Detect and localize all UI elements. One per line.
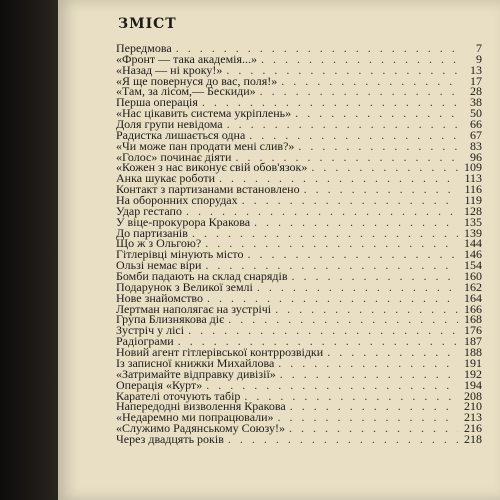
toc-entry <box>116 431 482 446</box>
toc-leader-dots <box>290 401 458 412</box>
toc-entry-page: 38 <box>470 95 482 110</box>
toc-leader-dots <box>275 304 458 315</box>
toc-leader-dots <box>227 119 458 130</box>
toc-entry-title: Карателі оточують табір <box>116 388 241 403</box>
toc-leader-dots <box>278 412 458 423</box>
toc-leader-dots <box>261 54 458 65</box>
toc-entry-title: До партизанів <box>116 225 188 240</box>
toc-entry-page: 28 <box>470 84 482 99</box>
toc-entry-title: «Назад — ні кроку!» <box>116 62 223 77</box>
toc-entry-page: 83 <box>470 138 482 153</box>
toc-entry-title: Через двадцять років <box>116 431 224 446</box>
toc-entry-page: 194 <box>464 377 482 392</box>
toc-entry-page: 17 <box>470 73 482 88</box>
page-title: ЗМІСТ <box>118 16 177 32</box>
toc-entry-title: Анка шукає роботи <box>116 171 216 186</box>
toc-entry-title: Із записної книжки Михайлова <box>116 355 275 370</box>
toc-entry-page: 50 <box>470 106 482 121</box>
toc-entry-title: Бомби падають на склад снарядів <box>116 269 288 284</box>
toc-entry-page: 154 <box>464 258 482 273</box>
toc-entry-title: Радіограми <box>116 334 174 349</box>
toc-entry-page: 216 <box>464 421 482 436</box>
toc-entry-page: 164 <box>464 290 482 305</box>
toc-entry-title: «Кожен з нас виконує свій обов'язок» <box>116 160 308 175</box>
toc-entry-page: 109 <box>464 160 482 175</box>
toc-entry-page: 210 <box>464 399 482 414</box>
toc-entry-page: 208 <box>464 388 482 403</box>
toc-entry-page: 119 <box>464 193 482 208</box>
toc-entry-page: 218 <box>464 431 482 446</box>
toc-entry-page: 191 <box>464 355 482 370</box>
toc-entry-page: 144 <box>464 236 482 251</box>
toc-entry-title: Ользі немає віри <box>116 258 202 273</box>
toc-leader-dots <box>188 325 458 336</box>
toc-entry-page: 128 <box>464 203 482 218</box>
toc-leader-dots <box>292 271 458 282</box>
toc-entry-title: Операція «Курт» <box>116 377 203 392</box>
toc-entry-page: 139 <box>464 225 482 240</box>
toc-entry-page: 13 <box>470 62 482 77</box>
toc-leader-dots <box>206 380 458 391</box>
toc-entry-title: На оборонних спорудах <box>116 193 238 208</box>
toc-entry-title: Радистка лишається одна <box>116 127 246 142</box>
toc-leader-dots <box>278 358 458 369</box>
toc-entry-page: 9 <box>476 51 482 66</box>
toc-leader-dots <box>260 86 458 97</box>
toc-entry-page: 188 <box>464 345 482 360</box>
toc-entry-title: «Фронт — така академія...» <box>116 51 258 66</box>
toc-leader-dots <box>311 162 458 173</box>
toc-entry-page: 168 <box>464 312 482 327</box>
toc-entry-title: Контакт з партизанами встановлено <box>116 182 300 197</box>
toc-entry-title: «Голос» починає діяти <box>116 149 232 164</box>
toc-entry-page: 146 <box>464 247 482 262</box>
toc-entry-title: Зустріч у лісі <box>116 323 185 338</box>
toc-entry-page: 213 <box>464 410 482 425</box>
toc-leader-dots <box>304 184 458 195</box>
toc-entry-title: Група Близнякова діє <box>116 312 225 327</box>
toc-entry-title: Лертман наполягає на зустрічі <box>116 301 272 316</box>
toc-entry-title: «Затримайте відправку дивізії» <box>116 366 276 381</box>
toc-leader-dots <box>281 76 458 87</box>
toc-leader-dots <box>257 282 458 293</box>
toc-leader-dots <box>289 423 458 434</box>
toc-entry-title: Доля групи невідома <box>116 117 223 132</box>
toc-entry-title: Новий агент гітлерівської контррозвідки <box>116 345 324 360</box>
toc-leader-dots <box>228 434 458 445</box>
toc-entry-page: 176 <box>464 323 482 338</box>
toc-entry-page: 162 <box>464 279 482 294</box>
table-of-contents <box>116 43 482 445</box>
toc-entry-title: Передмова <box>116 41 172 55</box>
toc-entry-title: «Я ще повернуся до вас, поля!» <box>116 73 278 88</box>
toc-leader-dots <box>242 195 458 206</box>
toc-entry-title: Перша операція <box>116 95 198 110</box>
toc-entry-page: 160 <box>464 269 482 284</box>
toc-entry-title: У віце-прокурора Кракова <box>116 214 251 229</box>
toc-leader-dots <box>295 108 458 119</box>
toc-entry-title: Напередодні визволення Кракова <box>116 399 286 414</box>
toc-leader-dots <box>248 249 459 260</box>
toc-entry-page: 116 <box>464 182 482 197</box>
toc-entry-title: Гітлерівці мінують місто <box>116 247 244 262</box>
toc-entry-page: 166 <box>464 301 482 316</box>
toc-entry-title: «Там, за лісом,— Бескиди» <box>116 84 256 99</box>
toc-leader-dots <box>298 141 458 152</box>
toc-leader-dots <box>228 314 458 325</box>
toc-leader-dots <box>254 217 458 228</box>
toc-leader-dots <box>327 347 458 358</box>
toc-entry-page: 67 <box>470 127 482 142</box>
toc-entry-page: 7 <box>476 41 482 55</box>
toc-entry-title: Подарунок з Великої землі <box>116 279 253 294</box>
toc-leader-dots <box>192 228 458 239</box>
toc-entry-title: «Служимо Радянському Союзу!» <box>116 421 286 436</box>
toc-entry-page: 135 <box>464 214 482 229</box>
toc-entry-title: «Недаремно ми попрацювали» <box>116 410 274 425</box>
toc-entry-title: Удар гестапо <box>116 203 182 218</box>
toc-entry-title: «Чи може пан продати мені слив?» <box>116 138 295 153</box>
toc-entry-page: 113 <box>464 171 482 186</box>
toc-entry-title: «Нас цікавить система укріплень» <box>116 106 292 121</box>
toc-entry-title: Що ж з Ольгою? <box>116 236 202 251</box>
toc-leader-dots <box>280 369 458 380</box>
toc-entry-page: 66 <box>470 117 482 132</box>
toc-entry-page: 192 <box>464 366 482 381</box>
book-spine-shadow <box>0 0 58 500</box>
toc-entry-page: 187 <box>464 334 482 349</box>
toc-entry-page: 96 <box>470 149 482 164</box>
toc-entry-title: Нове знайомство <box>116 290 204 305</box>
